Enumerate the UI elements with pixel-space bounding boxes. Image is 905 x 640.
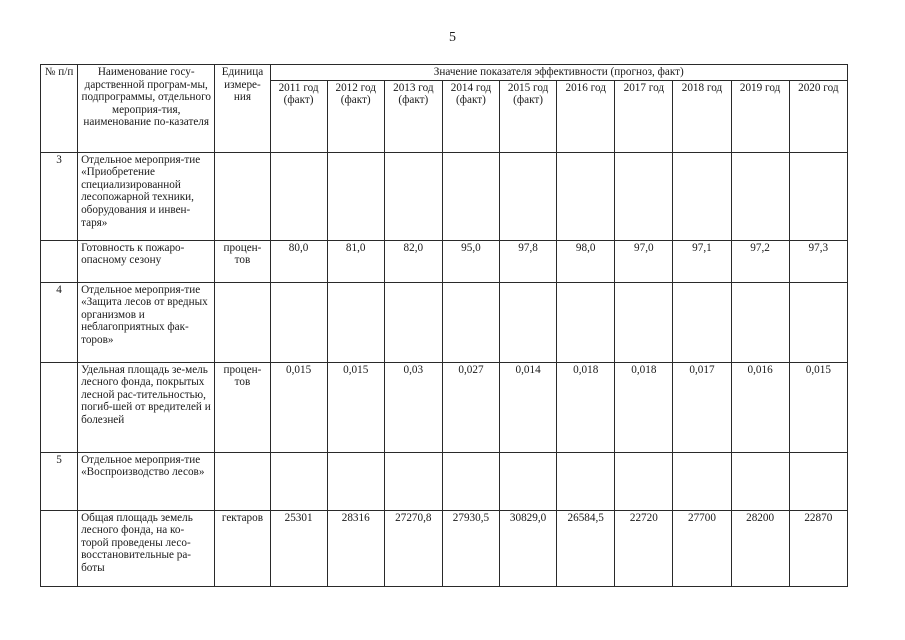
header-year: 2016 год <box>557 80 615 152</box>
row-value: 27270,8 <box>384 510 442 586</box>
row-value: 0,017 <box>673 362 731 452</box>
row-value: 97,8 <box>500 240 557 282</box>
row-value <box>500 452 557 510</box>
row-value: 0,015 <box>327 362 384 452</box>
row-value <box>442 452 499 510</box>
row-num: 4 <box>41 282 78 362</box>
row-unit: гектаров <box>215 510 270 586</box>
row-value: 97,2 <box>731 240 789 282</box>
row-value: 80,0 <box>270 240 327 282</box>
row-name: Отдельное мероприя-тие «Воспроизводство лесов» <box>78 452 215 510</box>
header-year: 2013 год (факт) <box>384 80 442 152</box>
row-value <box>384 452 442 510</box>
row-value: 0,018 <box>557 362 615 452</box>
row-num <box>41 362 78 452</box>
header-num: № п/п <box>41 65 78 153</box>
row-value <box>327 282 384 362</box>
row-value: 0,015 <box>789 362 847 452</box>
table-row <box>41 240 848 282</box>
row-value <box>327 152 384 240</box>
row-value: 22720 <box>615 510 673 586</box>
table-row <box>41 282 848 362</box>
row-unit <box>215 452 270 510</box>
row-value: 82,0 <box>384 240 442 282</box>
row-value: 28316 <box>327 510 384 586</box>
header-year: 2020 год <box>789 80 847 152</box>
header-year: 2017 год <box>615 80 673 152</box>
row-value: 22870 <box>789 510 847 586</box>
row-value <box>789 282 847 362</box>
row-value <box>615 152 673 240</box>
row-value <box>384 282 442 362</box>
row-num: 5 <box>41 452 78 510</box>
row-value <box>673 452 731 510</box>
row-value: 97,0 <box>615 240 673 282</box>
row-value <box>731 152 789 240</box>
row-value <box>731 452 789 510</box>
row-value <box>442 282 499 362</box>
row-name: Удельная площадь зе-мель лесного фонда, покрытых лесной рас-тительностью, погиб-шей от вредителей и болезней <box>78 362 215 452</box>
row-value <box>615 282 673 362</box>
row-value <box>270 152 327 240</box>
row-name: Отдельное мероприя-тие «Приобретение специализированной лесопожарной техники, оборудования и инвен-таря» <box>78 152 215 240</box>
row-name: Отдельное мероприя-тие «Защита лесов от вредных организмов и неблагоприятных фак-торов» <box>78 282 215 362</box>
row-name: Готовность к пожаро-опасному сезону <box>78 240 215 282</box>
header-year: 2014 год (факт) <box>442 80 499 152</box>
row-value: 97,3 <box>789 240 847 282</box>
row-value: 0,016 <box>731 362 789 452</box>
row-value: 27700 <box>673 510 731 586</box>
row-value: 97,1 <box>673 240 731 282</box>
row-value: 27930,5 <box>442 510 499 586</box>
header-year: 2018 год <box>673 80 731 152</box>
row-value <box>789 152 847 240</box>
page-number: 5 <box>449 30 456 45</box>
row-value: 0,018 <box>615 362 673 452</box>
row-value: 95,0 <box>442 240 499 282</box>
row-value: 28200 <box>731 510 789 586</box>
row-value <box>557 452 615 510</box>
row-num <box>41 510 78 586</box>
row-unit: процен-тов <box>215 362 270 452</box>
row-value <box>789 452 847 510</box>
row-value: 0,03 <box>384 362 442 452</box>
row-name: Общая площадь земель лесного фонда, на ко-торой проведены лесо-восстановительные ра-боты <box>78 510 215 586</box>
row-value <box>673 152 731 240</box>
table-row <box>41 362 848 452</box>
table-row <box>41 152 848 240</box>
row-num <box>41 240 78 282</box>
table-row <box>41 452 848 510</box>
row-value <box>442 152 499 240</box>
row-value: 81,0 <box>327 240 384 282</box>
row-value: 25301 <box>270 510 327 586</box>
header-group: Значение показателя эффективности (прогноз, факт) <box>270 65 847 81</box>
row-value <box>673 282 731 362</box>
row-value <box>270 452 327 510</box>
row-value: 98,0 <box>557 240 615 282</box>
row-value <box>615 452 673 510</box>
row-num: 3 <box>41 152 78 240</box>
row-unit <box>215 282 270 362</box>
table-row <box>41 510 848 586</box>
header-name: Наименование госу-дарственной програм-мы, подпрограммы, отдельного мероприя-тия, наименование по-казателя <box>78 65 215 153</box>
row-value <box>270 282 327 362</box>
header-year: 2019 год <box>731 80 789 152</box>
row-value: 0,015 <box>270 362 327 452</box>
indicator-table <box>40 64 848 587</box>
header-year: 2012 год (факт) <box>327 80 384 152</box>
header-year: 2011 год (факт) <box>270 80 327 152</box>
row-value <box>557 152 615 240</box>
row-value <box>327 452 384 510</box>
row-value: 0,014 <box>500 362 557 452</box>
row-value: 0,027 <box>442 362 499 452</box>
row-value <box>731 282 789 362</box>
row-unit: процен-тов <box>215 240 270 282</box>
row-value: 30829,0 <box>500 510 557 586</box>
row-value: 26584,5 <box>557 510 615 586</box>
header-unit: Единица измере-ния <box>215 65 270 153</box>
row-value <box>500 282 557 362</box>
row-unit <box>215 152 270 240</box>
row-value <box>557 282 615 362</box>
row-value <box>500 152 557 240</box>
row-value <box>384 152 442 240</box>
header-year: 2015 год (факт) <box>500 80 557 152</box>
